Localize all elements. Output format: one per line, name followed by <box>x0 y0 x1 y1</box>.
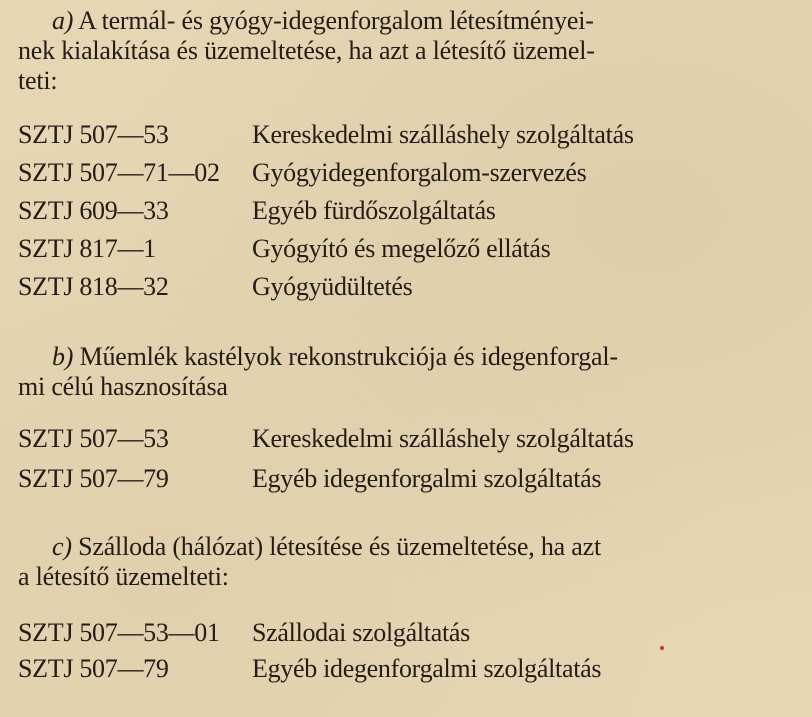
section-b-intro <box>18 342 698 402</box>
row-description: Gyógyító és megelőző ellátás <box>252 234 551 263</box>
section-c-intro-line-2: a létesítő üzemelteti: <box>18 562 229 591</box>
row-code: SZTJ 818—32 <box>18 272 169 301</box>
row-description: Kereskedelmi szálláshely szolgáltatás <box>252 120 634 149</box>
section-c-row-2 <box>18 654 601 684</box>
row-description: Egyéb fürdőszolgáltatás <box>252 196 496 225</box>
row-code: SZTJ 507—53 <box>18 120 169 149</box>
row-description: Kereskedelmi szálláshely szolgáltatás <box>252 424 634 453</box>
row-code: SZTJ 609—33 <box>18 196 169 225</box>
section-a-intro-line-3: teti: <box>18 66 58 95</box>
section-c-intro-line-1: Szálloda (hálózat) létesítése és üzemeltetése, ha azt <box>71 532 601 561</box>
section-b-marker: b) <box>52 342 74 371</box>
section-b-row-2 <box>18 464 601 494</box>
section-b-intro-line-1: Műemlék kastélyok rekonstrukciója és idegenforgal- <box>73 342 618 371</box>
row-code: SZTJ 507—53 <box>18 424 169 453</box>
section-a-row-2 <box>18 158 586 188</box>
section-a-marker: a) <box>52 6 74 35</box>
section-b-row-1 <box>18 424 634 454</box>
section-c-intro <box>18 532 698 592</box>
row-description: Egyéb idegenforgalmi szolgáltatás <box>252 654 602 683</box>
section-a-row-5 <box>18 272 412 302</box>
section-a-intro <box>18 6 698 96</box>
section-c-row-1 <box>18 618 470 648</box>
section-a-row-1 <box>18 120 634 150</box>
section-c-marker: c) <box>52 532 72 561</box>
row-description: Szállodai szolgáltatás <box>252 618 470 647</box>
section-a-intro-line-2: nek kialakítása és üzemeltetése, ha azt a létesítő üzemel- <box>18 36 595 65</box>
row-description: Gyógyüdültetés <box>252 272 413 301</box>
row-code: SZTJ 507—79 <box>18 654 169 683</box>
print-speck <box>660 646 664 650</box>
section-a-row-4 <box>18 234 550 264</box>
row-code: SZTJ 507—53—01 <box>18 618 220 647</box>
row-code: SZTJ 507—71—02 <box>18 158 220 187</box>
section-a-intro-line-1: A termál- és gyógy-idegenforgalom létesítményei- <box>73 6 594 35</box>
row-code: SZTJ 507—79 <box>18 464 169 493</box>
section-b-intro-line-2: mi célú hasznosítása <box>18 372 228 401</box>
row-description: Gyógyidegenforgalom-szervezés <box>252 158 587 187</box>
row-description: Egyéb idegenforgalmi szolgáltatás <box>252 464 602 493</box>
row-code: SZTJ 817—1 <box>18 234 156 263</box>
section-a-row-3 <box>18 196 496 226</box>
